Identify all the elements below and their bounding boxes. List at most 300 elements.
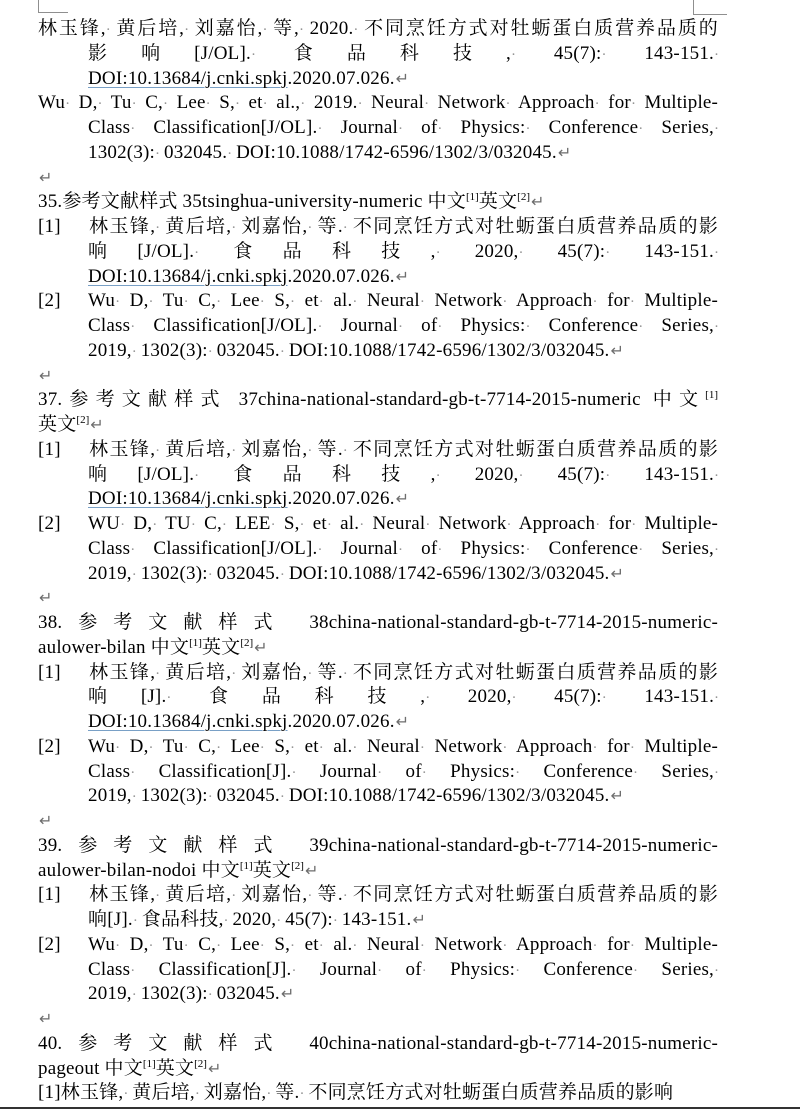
- space-formatting-mark-icon: ·: [601, 690, 607, 707]
- space-formatting-mark-icon: ·: [299, 22, 305, 38]
- space-formatting-mark-icon: ·: [592, 937, 598, 954]
- ref-38-2-en: [38, 735, 718, 809]
- paragraph-mark-icon: ↵: [39, 588, 53, 608]
- space-formatting-mark-icon: ·: [592, 294, 598, 311]
- space-formatting-mark-icon: ·: [130, 541, 136, 558]
- space-formatting-mark-icon: ·: [131, 343, 137, 360]
- space-formatting-mark-icon: ·: [511, 46, 517, 63]
- space-formatting-mark-icon: ·: [120, 517, 126, 533]
- space-formatting-mark-icon: ·: [65, 96, 71, 113]
- space-formatting-mark-icon: ·: [714, 690, 720, 707]
- reference-number-label: [2]: [38, 513, 61, 534]
- margin-crop-mark-right-icon: [693, 0, 727, 15]
- paragraph-mark-icon: ↵: [39, 167, 53, 187]
- space-formatting-mark-icon: ·: [262, 22, 268, 38]
- space-formatting-mark-icon: ·: [259, 294, 265, 311]
- space-formatting-mark-icon: ·: [352, 294, 358, 311]
- text-line: [38, 364, 718, 389]
- ref-prev-en: [38, 91, 718, 165]
- space-formatting-mark-icon: ·: [525, 541, 531, 558]
- space-formatting-mark-icon: ·: [638, 121, 644, 137]
- text-run: 英文: [478, 191, 518, 213]
- space-formatting-mark-icon: ·: [505, 96, 511, 113]
- space-formatting-mark-icon: ·: [227, 145, 233, 162]
- paragraph-mark-icon: ↵: [610, 786, 625, 806]
- space-formatting-mark-icon: ·: [605, 467, 611, 484]
- text-run: Wu· D,· Tu· C,· Lee· S,· et· al.· Neural· Network· Approach· for· Multiple-: [88, 736, 718, 757]
- space-formatting-mark-icon: ·: [342, 220, 348, 236]
- space-formatting-mark-icon: ·: [317, 541, 323, 558]
- space-formatting-mark-icon: ·: [317, 121, 323, 137]
- document-text-area[interactable]: [38, 17, 718, 1106]
- paragraph-mark-icon: ↵: [39, 365, 53, 385]
- text-line: [38, 141, 718, 166]
- text-line: [38, 67, 718, 92]
- text-run: .2020.07.026.: [287, 488, 395, 510]
- space-formatting-mark-icon: ·: [207, 566, 213, 583]
- space-formatting-mark-icon: ·: [437, 319, 443, 335]
- space-formatting-mark-icon: ·: [190, 517, 197, 533]
- paragraph-mark-icon: ↵: [207, 1058, 222, 1078]
- text-run: 37.参考文献样式 37china-national-standard-gb-t-7714-2015-numeric 中文: [38, 389, 706, 411]
- text-run: Wu· D,· Tu· C,· Lee· S,· et· al.· Neural· Network· Approach· for· Multiple-: [88, 290, 718, 311]
- space-formatting-mark-icon: ·: [511, 690, 517, 707]
- space-formatting-mark-icon: ·: [352, 937, 358, 954]
- text-run: aulower-bilan 中文: [38, 636, 190, 658]
- text-run: aulower-bilan-nodoi 中文: [38, 859, 240, 881]
- space-formatting-mark-icon: ·: [130, 764, 136, 781]
- space-formatting-mark-icon: ·: [318, 294, 324, 311]
- space-formatting-mark-icon: ·: [148, 739, 154, 756]
- space-formatting-mark-icon: ·: [183, 294, 189, 311]
- space-formatting-mark-icon: ·: [318, 937, 324, 954]
- space-formatting-mark-icon: ·: [207, 987, 213, 1004]
- empty-paragraph: [38, 809, 718, 834]
- space-formatting-mark-icon: ·: [518, 244, 524, 261]
- text-run: Wu· D,· Tu· C,· Lee· S,· et· al.,· 2019.· Neural· Network· Approach· for· Multiple-: [38, 92, 718, 113]
- space-formatting-mark-icon: ·: [155, 145, 161, 162]
- space-formatting-mark-icon: ·: [506, 517, 512, 533]
- empty-paragraph: [38, 586, 718, 611]
- space-formatting-mark-icon: ·: [231, 442, 237, 459]
- text-line: [38, 42, 718, 67]
- space-formatting-mark-icon: ·: [594, 96, 600, 113]
- text-line: [38, 388, 718, 413]
- text-line: [38, 859, 718, 884]
- reference-number-label: [2]: [38, 933, 61, 955]
- space-formatting-mark-icon: ·: [207, 789, 213, 806]
- doi-link[interactable]: DOI:10.13684/j.cnki.spkj: [88, 67, 288, 89]
- space-formatting-mark-icon: ·: [601, 46, 607, 63]
- text-line: [38, 166, 718, 191]
- space-formatting-mark-icon: ·: [342, 442, 348, 459]
- text-line: [38, 661, 718, 686]
- space-formatting-mark-icon: ·: [223, 913, 229, 929]
- space-formatting-mark-icon: ·: [155, 665, 161, 682]
- superscript-citation-marker: [1]: [142, 1057, 156, 1070]
- text-line: [38, 636, 718, 661]
- reference-number-label: [1]: [38, 438, 61, 460]
- space-formatting-mark-icon: ·: [216, 739, 222, 756]
- paragraph-mark-icon: ↵: [395, 68, 410, 88]
- space-formatting-mark-icon: ·: [307, 442, 313, 459]
- space-formatting-mark-icon: ·: [279, 789, 286, 806]
- space-formatting-mark-icon: ·: [377, 962, 383, 979]
- paragraph-mark-icon: ↵: [39, 811, 53, 830]
- ref-37-1-zh: [38, 438, 718, 512]
- space-formatting-mark-icon: ·: [326, 517, 333, 533]
- space-formatting-mark-icon: ·: [194, 467, 200, 484]
- text-run: Class· Classification[J].· Journal· of· Physics:· Conference· Series,·: [88, 959, 718, 980]
- space-formatting-mark-icon: ·: [629, 937, 636, 954]
- space-formatting-mark-icon: ·: [437, 121, 443, 137]
- space-formatting-mark-icon: ·: [115, 937, 121, 954]
- space-formatting-mark-icon: ·: [353, 22, 359, 38]
- reference-number-label: [2]: [38, 735, 61, 757]
- space-formatting-mark-icon: ·: [377, 764, 383, 781]
- space-formatting-mark-icon: ·: [148, 294, 154, 311]
- space-formatting-mark-icon: ·: [502, 294, 508, 311]
- text-line: [38, 834, 718, 859]
- text-run: 英文: [155, 1057, 195, 1079]
- space-formatting-mark-icon: ·: [184, 22, 190, 38]
- space-formatting-mark-icon: ·: [290, 739, 296, 756]
- space-formatting-mark-icon: ·: [425, 517, 431, 533]
- space-formatting-mark-icon: ·: [425, 690, 431, 707]
- ref-39-1-zh: [38, 883, 718, 933]
- heading-style-37: [38, 388, 718, 438]
- text-line: [38, 710, 718, 735]
- space-formatting-mark-icon: ·: [97, 96, 103, 113]
- space-formatting-mark-icon: ·: [291, 962, 297, 979]
- space-formatting-mark-icon: ·: [714, 541, 720, 558]
- space-formatting-mark-icon: ·: [231, 665, 237, 682]
- doi-link[interactable]: DOI:10.13684/j.cnki.spkj: [88, 265, 288, 287]
- paragraph-mark-icon: ↵: [395, 712, 410, 731]
- text-run: 林玉锋,· 黄后培,· 刘嘉怡,· 等,· 2020.· 不同烹饪方式对牡蛎蛋白质营养品质的: [38, 18, 718, 39]
- space-formatting-mark-icon: ·: [518, 467, 524, 484]
- text-run: 林玉锋,· 黄后培,· 刘嘉怡,· 等.· 不同烹饪方式对牡蛎蛋白质营养品质的影: [88, 884, 718, 905]
- text-run: 响[J/OL].· 食品科技,· 2020,· 45(7):· 143-151.·: [88, 464, 718, 485]
- paragraph-mark-icon: ↵: [395, 489, 410, 509]
- space-formatting-mark-icon: ·: [130, 319, 136, 335]
- space-formatting-mark-icon: ·: [166, 690, 172, 707]
- text-run: Class· Classification[J/OL].· Journal· of· Physics:· Conference· Series,·: [88, 315, 718, 336]
- space-formatting-mark-icon: ·: [631, 517, 637, 533]
- space-formatting-mark-icon: ·: [633, 962, 639, 979]
- space-formatting-mark-icon: ·: [155, 442, 161, 459]
- reference-number-label: [1]: [38, 216, 61, 237]
- space-formatting-mark-icon: ·: [318, 739, 324, 756]
- text-line: [38, 784, 718, 809]
- superscript-citation-marker: [2]: [76, 414, 90, 426]
- paragraph-mark-icon: ↵: [531, 192, 545, 212]
- text-line: [38, 809, 718, 834]
- space-formatting-mark-icon: ·: [221, 517, 228, 533]
- space-formatting-mark-icon: ·: [397, 541, 404, 558]
- superscript-citation-marker: [2]: [194, 1057, 207, 1070]
- space-formatting-mark-icon: ·: [714, 244, 720, 261]
- text-run: 1302(3):· 032045.· DOI:10.1088/1742-6596/1302/3/032045.: [88, 142, 557, 163]
- space-formatting-mark-icon: ·: [397, 121, 404, 137]
- space-formatting-mark-icon: ·: [115, 294, 121, 311]
- paragraph-mark-icon: ↵: [90, 415, 104, 434]
- paragraph-mark-icon: ↵: [280, 984, 295, 1004]
- space-formatting-mark-icon: ·: [359, 517, 365, 533]
- space-formatting-mark-icon: ·: [342, 665, 348, 682]
- space-formatting-mark-icon: ·: [183, 937, 189, 954]
- space-formatting-mark-icon: ·: [131, 566, 137, 583]
- text-line: [38, 17, 718, 42]
- space-formatting-mark-icon: ·: [279, 566, 286, 583]
- space-formatting-mark-icon: ·: [397, 319, 404, 335]
- space-formatting-mark-icon: ·: [216, 294, 222, 311]
- text-line: [38, 562, 718, 587]
- space-formatting-mark-icon: ·: [307, 665, 313, 682]
- space-formatting-mark-icon: ·: [131, 789, 137, 806]
- space-formatting-mark-icon: ·: [515, 962, 521, 979]
- space-formatting-mark-icon: ·: [714, 319, 720, 335]
- text-line: [38, 1007, 718, 1032]
- space-formatting-mark-icon: ·: [105, 22, 111, 38]
- text-line: [38, 289, 718, 314]
- text-line: [38, 685, 718, 710]
- text-line: [38, 537, 718, 562]
- paragraph-mark-icon: ↵: [610, 340, 625, 360]
- text-line: [38, 1057, 718, 1082]
- space-formatting-mark-icon: ·: [421, 764, 427, 781]
- space-formatting-mark-icon: ·: [205, 96, 211, 113]
- space-formatting-mark-icon: ·: [714, 46, 720, 63]
- space-formatting-mark-icon: ·: [595, 517, 601, 533]
- paragraph-mark-icon: ↵: [395, 266, 410, 286]
- space-formatting-mark-icon: ·: [714, 764, 720, 781]
- space-formatting-mark-icon: ·: [714, 467, 720, 484]
- text-run: 林玉锋,· 黄后培,· 刘嘉怡,· 等.· 不同烹饪方式对牡蛎蛋白质营养品质的影: [88, 216, 718, 237]
- text-line: [38, 190, 718, 215]
- paragraph-mark-icon: ↵: [557, 142, 572, 162]
- ref-40-1-zh: [38, 1081, 718, 1106]
- doi-link[interactable]: DOI:10.13684/j.cnki.spkj: [88, 711, 288, 732]
- ref-37-2-en: [38, 512, 718, 586]
- text-run: 响[J].· 食品科技,· 2020,· 45(7):· 143-151.: [88, 909, 411, 930]
- space-formatting-mark-icon: ·: [276, 913, 282, 929]
- text-run: .2020.07.026.: [287, 711, 395, 732]
- text-run: .2020.07.026.: [287, 67, 395, 89]
- text-line: [38, 339, 718, 364]
- text-line: [38, 760, 718, 785]
- text-run: Class· Classification[J].· Journal· of· Physics:· Conference· Series,·: [88, 761, 718, 782]
- text-run: 响[J/OL].· 食品科技,· 2020,· 45(7):· 143-151.·: [88, 241, 718, 262]
- space-formatting-mark-icon: ·: [605, 244, 611, 261]
- space-formatting-mark-icon: ·: [259, 739, 265, 756]
- heading-style-35: [38, 190, 718, 215]
- ref-35-1-zh: [38, 215, 718, 289]
- heading-style-40: [38, 1032, 718, 1082]
- space-formatting-mark-icon: ·: [317, 319, 323, 335]
- ref-39-2-en: [38, 933, 718, 1007]
- empty-paragraph: [38, 1007, 718, 1032]
- space-formatting-mark-icon: ·: [290, 937, 296, 954]
- space-formatting-mark-icon: ·: [638, 541, 644, 558]
- space-formatting-mark-icon: ·: [299, 1086, 305, 1103]
- text-line: [38, 463, 718, 488]
- space-formatting-mark-icon: ·: [266, 1086, 272, 1103]
- space-formatting-mark-icon: ·: [300, 96, 306, 113]
- text-run: Class· Classification[J/OL].· Journal· of· Physics:· Conference· Series,·: [88, 538, 718, 559]
- space-formatting-mark-icon: ·: [163, 96, 169, 113]
- ref-35-2-en: [38, 289, 718, 363]
- text-line: [38, 611, 718, 636]
- text-line: [38, 265, 718, 290]
- text-run: 38.参考文献样式 38china-national-standard-gb-t-7714-2015-numeric-: [38, 612, 718, 633]
- text-line: [38, 883, 718, 908]
- empty-paragraph: [38, 364, 718, 389]
- page-bottom-edge: [0, 1107, 800, 1109]
- text-run: .2020.07.026.: [287, 265, 395, 287]
- space-formatting-mark-icon: ·: [421, 962, 427, 979]
- space-formatting-mark-icon: ·: [250, 46, 257, 63]
- space-formatting-mark-icon: ·: [437, 541, 443, 558]
- space-formatting-mark-icon: ·: [194, 244, 200, 261]
- text-line: [38, 982, 718, 1007]
- paragraph-mark-icon: ↵: [610, 563, 625, 583]
- space-formatting-mark-icon: ·: [714, 962, 720, 979]
- space-formatting-mark-icon: ·: [525, 121, 531, 137]
- space-formatting-mark-icon: ·: [630, 96, 637, 113]
- paragraph-mark-icon: ↵: [304, 860, 319, 880]
- superscript-citation-marker: [1]: [705, 389, 718, 402]
- space-formatting-mark-icon: ·: [231, 888, 237, 905]
- space-formatting-mark-icon: ·: [419, 937, 426, 954]
- space-formatting-mark-icon: ·: [502, 739, 508, 756]
- space-formatting-mark-icon: ·: [270, 517, 276, 533]
- text-run: 2019,· 1302(3):· 032045.: [88, 983, 280, 1004]
- text-run: 影响[J/OL].· 食品科技,· 45(7):· 143-151.·: [88, 43, 718, 64]
- space-formatting-mark-icon: ·: [419, 294, 426, 311]
- space-formatting-mark-icon: ·: [130, 962, 136, 979]
- text-run: 35.参考文献样式 35tsinghua-university-numeric 中文: [38, 191, 466, 213]
- text-line: [38, 908, 718, 933]
- space-formatting-mark-icon: ·: [123, 1086, 129, 1103]
- space-formatting-mark-icon: ·: [183, 739, 189, 756]
- space-formatting-mark-icon: ·: [352, 739, 358, 756]
- superscript-citation-marker: [2]: [291, 859, 304, 872]
- space-formatting-mark-icon: ·: [332, 913, 339, 929]
- text-line: [38, 116, 718, 141]
- paragraph-mark-icon: ↵: [39, 1009, 53, 1028]
- text-run: WU· D,· TU· C,· LEE· S,· et· al.· Neural· Network· Approach· for· Multiple-: [88, 513, 718, 534]
- space-formatting-mark-icon: ·: [638, 319, 644, 335]
- space-formatting-mark-icon: ·: [279, 343, 286, 360]
- space-formatting-mark-icon: ·: [155, 220, 161, 236]
- text-line: [38, 1032, 718, 1057]
- space-formatting-mark-icon: ·: [131, 987, 137, 1004]
- space-formatting-mark-icon: ·: [629, 294, 636, 311]
- space-formatting-mark-icon: ·: [629, 739, 636, 756]
- paragraph-mark-icon: ↵: [254, 637, 268, 657]
- space-formatting-mark-icon: ·: [502, 937, 508, 954]
- superscript-citation-marker: [2]: [240, 636, 254, 649]
- space-formatting-mark-icon: ·: [259, 937, 265, 954]
- reference-number-label: [1]: [38, 661, 61, 683]
- space-formatting-mark-icon: ·: [515, 764, 521, 781]
- text-line: [38, 933, 718, 958]
- text-line: [38, 1081, 718, 1106]
- space-formatting-mark-icon: ·: [714, 121, 720, 137]
- text-line: [38, 314, 718, 339]
- text-run: 39.参考文献样式 39china-national-standard-gb-t-7714-2015-numeric-: [38, 834, 718, 856]
- space-formatting-mark-icon: ·: [231, 220, 237, 236]
- space-formatting-mark-icon: ·: [152, 517, 158, 533]
- space-formatting-mark-icon: ·: [633, 764, 639, 781]
- text-run: 2019,· 1302(3):· 032045.· DOI:10.1088/1742-6596/1302/3/032045.: [88, 785, 610, 806]
- reference-number-label: [2]: [38, 290, 61, 312]
- text-run: 2019,· 1302(3):· 032045.· DOI:10.1088/1742-6596/1302/3/032045.: [88, 340, 610, 361]
- space-formatting-mark-icon: ·: [424, 96, 430, 113]
- text-line: [38, 735, 718, 760]
- text-line: [38, 958, 718, 983]
- space-formatting-mark-icon: ·: [419, 739, 426, 756]
- space-formatting-mark-icon: ·: [435, 467, 441, 484]
- space-formatting-mark-icon: ·: [132, 913, 139, 929]
- text-run: Wu· D,· Tu· C,· Lee· S,· et· al.· Neural· Network· Approach· for· Multiple-: [88, 934, 718, 955]
- space-formatting-mark-icon: ·: [207, 343, 213, 360]
- superscript-citation-marker: [1]: [189, 636, 202, 649]
- space-formatting-mark-icon: ·: [291, 764, 297, 781]
- doi-link[interactable]: DOI:10.13684/j.cnki.spkj: [88, 488, 288, 510]
- space-formatting-mark-icon: ·: [262, 96, 268, 113]
- space-formatting-mark-icon: ·: [155, 888, 161, 905]
- space-formatting-mark-icon: ·: [342, 888, 348, 905]
- text-run: 40.参考文献样式 40china-national-standard-gb-t-7714-2015-numeric-: [38, 1032, 718, 1054]
- text-line: [38, 240, 718, 265]
- space-formatting-mark-icon: ·: [299, 517, 305, 533]
- text-run: 英文: [38, 414, 77, 435]
- ref-38-1-zh: [38, 661, 718, 735]
- text-line: [38, 215, 718, 240]
- space-formatting-mark-icon: ·: [216, 937, 222, 954]
- space-formatting-mark-icon: ·: [130, 121, 136, 137]
- superscript-citation-marker: [1]: [239, 859, 253, 872]
- space-formatting-mark-icon: ·: [148, 937, 154, 954]
- text-run: Class· Classification[J/OL].· Journal· of· Physics:· Conference· Series,·: [88, 117, 718, 138]
- text-run: [1]林玉锋,· 黄后培,· 刘嘉怡,· 等.· 不同烹饪方式对牡蛎蛋白质营养品质的影响: [38, 1082, 673, 1103]
- reference-number-label: [1]: [38, 884, 61, 906]
- heading-style-38: [38, 611, 718, 661]
- text-line: [38, 512, 718, 537]
- text-line: [38, 91, 718, 116]
- space-formatting-mark-icon: ·: [435, 244, 441, 261]
- space-formatting-mark-icon: ·: [234, 96, 241, 113]
- space-formatting-mark-icon: ·: [592, 739, 598, 756]
- space-formatting-mark-icon: ·: [131, 96, 137, 113]
- space-formatting-mark-icon: ·: [357, 96, 363, 113]
- text-line: [38, 438, 718, 463]
- text-line: [38, 413, 718, 438]
- ref-prev-zh: [38, 17, 718, 91]
- text-run: 林玉锋,· 黄后培,· 刘嘉怡,· 等.· 不同烹饪方式对牡蛎蛋白质营养品质的影: [88, 439, 718, 460]
- margin-crop-mark-left-icon: [38, 0, 68, 13]
- space-formatting-mark-icon: ·: [307, 888, 313, 905]
- text-line: [38, 487, 718, 512]
- text-line: [38, 586, 718, 611]
- space-formatting-mark-icon: ·: [307, 220, 313, 236]
- paragraph-mark-icon: ↵: [412, 910, 427, 929]
- space-formatting-mark-icon: ·: [194, 1086, 201, 1103]
- text-run: 英文: [252, 859, 292, 881]
- text-run: 林玉锋,· 黄后培,· 刘嘉怡,· 等.· 不同烹饪方式对牡蛎蛋白质营养品质的影: [88, 662, 718, 683]
